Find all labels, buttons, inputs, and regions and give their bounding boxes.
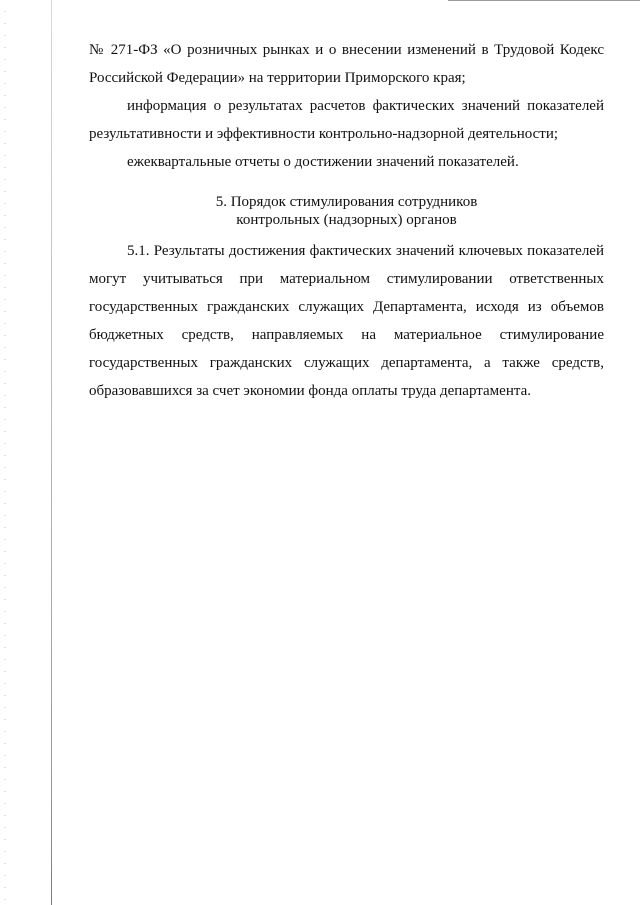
results-info-paragraph: [89, 92, 604, 148]
text-line: № 271-ФЗ «О розничных рынках и о внесении изменений в Трудовой Кодекс: [89, 42, 604, 58]
scan-page-edge-left: [51, 0, 52, 905]
section-5-heading: [89, 193, 604, 229]
text-line: информация о результатах расчетов фактических значений показателей: [127, 98, 604, 114]
text-line: Российской Федерации» на территории Приморского края;: [89, 70, 466, 86]
section-5-heading-line-2: контрольных (надзорных) органов: [236, 212, 457, 228]
scan-artifact-left-dots: [4, 0, 6, 905]
text-line: образовавшихся за счет экономии фонда оплаты труда департамента.: [89, 383, 531, 399]
text-line: результативности и эффективности контрольно-надзорной деятельности;: [89, 126, 559, 142]
section-5-heading-line-1: 5. Порядок стимулирования сотрудников: [215, 194, 478, 210]
text-line: государственных гражданских служащих Департамента, исходя из объемов: [89, 299, 604, 315]
text-line: ежеквартальные отчеты о достижении значений показателей.: [127, 154, 519, 170]
text-line: 5.1. Результаты достижения фактических значений ключевых показателей: [127, 243, 604, 259]
text-line: могут учитываться при материальном стимулировании ответственных: [89, 271, 604, 287]
section-5-1-paragraph: [89, 237, 604, 405]
quarterly-reports-paragraph: [89, 148, 604, 176]
text-line: государственных гражданских служащих департамента, а также средств,: [89, 355, 604, 371]
scan-page-edge-top: [448, 0, 640, 1]
text-line: бюджетных средств, направляемых на материальное стимулирование: [89, 327, 604, 343]
law-reference-paragraph: [89, 36, 604, 92]
